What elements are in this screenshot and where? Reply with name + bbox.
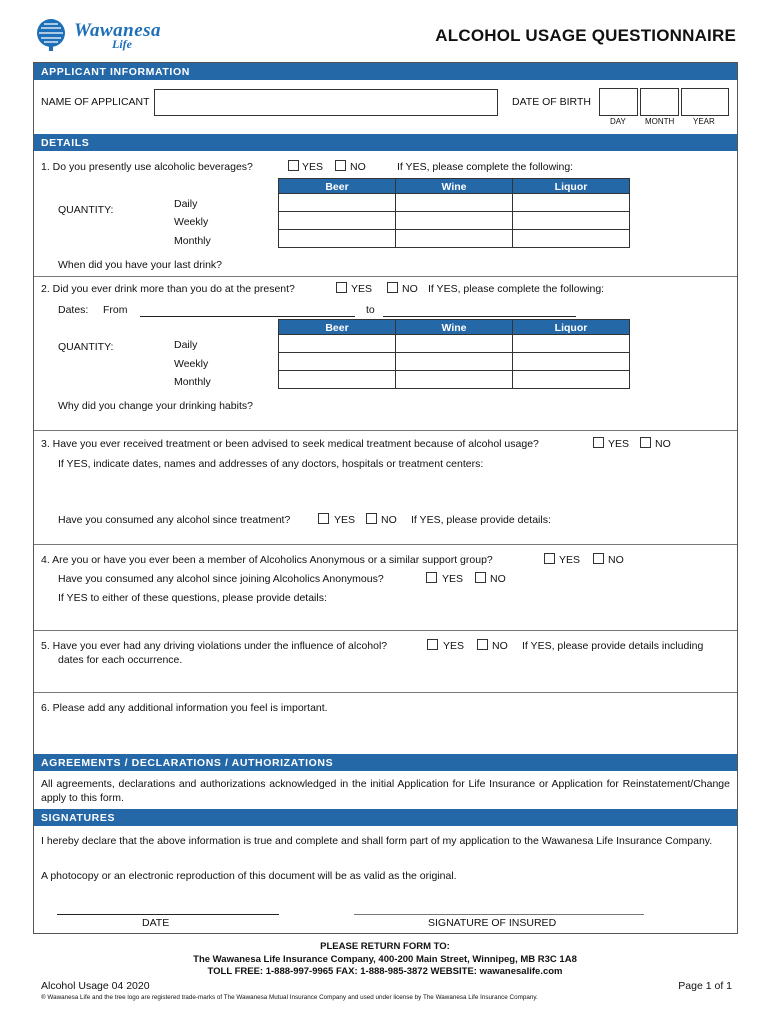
q4-since-yes-checkbox[interactable]: [426, 572, 437, 583]
applicant-section-header: APPLICANT INFORMATION: [34, 63, 737, 80]
logo-name: Wawanesa: [74, 20, 162, 41]
q2-quantity-table: [278, 319, 630, 389]
beer-header: Beer: [279, 320, 396, 335]
yes-label: YES: [608, 438, 630, 450]
trademark-notice: ® Wawanesa Life and the tree logo are registered trade-marks of The Wawanesa Mutual Insurance Company and used under license by The Wawanesa Life Insurance Company.: [41, 994, 538, 1001]
q2-follow-text: If YES, please complete the following:: [428, 283, 605, 295]
q1-weekly-liquor[interactable]: [513, 212, 630, 230]
no-label: NO: [655, 438, 671, 450]
q1-monthly-wine[interactable]: [396, 230, 513, 248]
q1-daily-wine[interactable]: [396, 194, 513, 212]
q4-text: 4. Are you or have you ever been a member of Alcoholics Anonymous or a similar support group?: [41, 554, 493, 566]
monthly-label: Monthly: [174, 376, 211, 388]
q6-text: 6. Please add any additional information you feel is important.: [41, 702, 328, 714]
q4-yes-checkbox[interactable]: [544, 553, 555, 564]
wine-header: Wine: [396, 320, 513, 335]
q1-last-drink-text: When did you have your last drink?: [58, 259, 223, 271]
to-label: to: [366, 304, 375, 316]
daily-label: Daily: [174, 339, 198, 351]
divider: [34, 544, 737, 545]
name-field[interactable]: [154, 89, 498, 116]
q2-why-text: Why did you change your drinking habits?: [58, 400, 253, 412]
q1-monthly-beer[interactable]: [279, 230, 396, 248]
q1-no-checkbox[interactable]: [335, 160, 346, 171]
q2-weekly-beer[interactable]: [279, 353, 396, 371]
return-heading: PLEASE RETURN FORM TO:: [320, 941, 450, 952]
yes-label: YES: [559, 554, 581, 566]
q5-no-checkbox[interactable]: [477, 639, 488, 650]
yes-label: YES: [302, 161, 324, 173]
divider: [34, 692, 737, 693]
dates-label: Dates:: [58, 304, 89, 316]
q3-yes-checkbox[interactable]: [593, 437, 604, 448]
q3-since-yes-checkbox[interactable]: [318, 513, 329, 524]
name-label: NAME OF APPLICANT: [41, 96, 150, 108]
divider: [34, 630, 737, 631]
return-address: The Wawanesa Life Insurance Company, 400-200 Main Street, Winnipeg, MB R3C 1A8: [193, 953, 577, 965]
q1-quantity-table: [278, 178, 630, 248]
signatures-section-header: SIGNATURES: [34, 809, 737, 826]
quantity-label: QUANTITY:: [58, 204, 114, 216]
declaration-text: I hereby declare that the above information is true and complete and shall form part of my application to the Wawanesa Life Insurance Company.: [41, 835, 713, 847]
q3-details-text: If YES, please provide details:: [411, 514, 551, 526]
liquor-header: Liquor: [513, 320, 630, 335]
form-id: Alcohol Usage 04 2020: [41, 980, 150, 992]
yes-label: YES: [442, 573, 464, 585]
q1-yes-checkbox[interactable]: [288, 160, 299, 171]
daily-label: Daily: [174, 198, 198, 210]
wine-header: Wine: [396, 179, 513, 194]
q2-monthly-wine[interactable]: [396, 371, 513, 389]
signature-line[interactable]: [354, 914, 644, 915]
page-number: Page 1 of 1: [678, 980, 732, 992]
return-contact: TOLL FREE: 1-888-997-9965 FAX: 1-888-985-3872 WEBSITE: wawanesalife.com: [207, 966, 563, 977]
beer-header: Beer: [279, 179, 396, 194]
year-label: YEAR: [693, 117, 715, 126]
date-label: DATE: [142, 917, 170, 929]
no-label: NO: [402, 283, 418, 295]
dob-year-field[interactable]: [681, 88, 729, 116]
yes-label: YES: [443, 640, 465, 652]
from-label: From: [103, 304, 128, 316]
q4-details-text: If YES to either of these questions, please provide details:: [58, 592, 327, 604]
q2-monthly-liquor[interactable]: [513, 371, 630, 389]
q1-weekly-beer[interactable]: [279, 212, 396, 230]
to-date-field[interactable]: [383, 316, 576, 317]
date-signature-line[interactable]: [57, 914, 279, 915]
q3-no-checkbox[interactable]: [640, 437, 651, 448]
q2-daily-wine[interactable]: [396, 335, 513, 353]
divider: [34, 430, 737, 431]
q1-monthly-liquor[interactable]: [513, 230, 630, 248]
no-label: NO: [492, 640, 508, 652]
signature-label: SIGNATURE OF INSURED: [428, 917, 557, 929]
dob-month-field[interactable]: [640, 88, 679, 116]
q5-text: 5. Have you ever had any driving violations under the influence of alcohol?: [41, 640, 388, 652]
q2-yes-checkbox[interactable]: [336, 282, 347, 293]
return-address-block: [0, 941, 770, 979]
logo-sub: Life: [112, 37, 132, 51]
monthly-label: Monthly: [174, 235, 211, 247]
liquor-header: Liquor: [513, 179, 630, 194]
q5-details-text-2: dates for each occurrence.: [58, 654, 183, 666]
agreements-section-header: AGREEMENTS / DECLARATIONS / AUTHORIZATIONS: [34, 754, 737, 771]
yes-label: YES: [334, 514, 356, 526]
photocopy-text: A photocopy or an electronic reproduction of this document will be as valid as the original.: [41, 870, 457, 882]
q1-daily-liquor[interactable]: [513, 194, 630, 212]
weekly-label: Weekly: [174, 358, 209, 370]
day-label: DAY: [610, 117, 626, 126]
q2-weekly-wine[interactable]: [396, 353, 513, 371]
q1-weekly-wine[interactable]: [396, 212, 513, 230]
from-date-field[interactable]: [140, 316, 355, 317]
no-label: NO: [608, 554, 624, 566]
wawanesa-logo: [34, 18, 164, 52]
q2-monthly-beer[interactable]: [279, 371, 396, 389]
q4-no-checkbox[interactable]: [593, 553, 604, 564]
q4-since-text: Have you consumed any alcohol since joining Alcoholics Anonymous?: [58, 573, 384, 585]
no-label: NO: [490, 573, 506, 585]
q1-daily-beer[interactable]: [279, 194, 396, 212]
q2-daily-beer[interactable]: [279, 335, 396, 353]
tree-logo-icon: [34, 18, 70, 52]
quantity-label: QUANTITY:: [58, 341, 114, 353]
weekly-label: Weekly: [174, 216, 209, 228]
dob-day-field[interactable]: [599, 88, 638, 116]
agreements-text: All agreements, declarations and authorizations acknowledged in the initial Application for Life Insurance or Application for Reinstatement/Change apply to this form.: [41, 778, 730, 804]
details-section-header: DETAILS: [34, 134, 737, 151]
no-label: NO: [381, 514, 397, 526]
page-title: ALCOHOL USAGE QUESTIONNAIRE: [435, 26, 736, 45]
divider: [34, 276, 737, 277]
q1-text: 1. Do you presently use alcoholic beverages?: [41, 161, 253, 173]
q3-indicate-text: If YES, indicate dates, names and addresses of any doctors, hospitals or treatment centers:: [58, 458, 484, 470]
q2-no-checkbox[interactable]: [387, 282, 398, 293]
q3-since-no-checkbox[interactable]: [366, 513, 377, 524]
q1-follow-text: If YES, please complete the following:: [397, 161, 574, 173]
month-label: MONTH: [645, 117, 675, 126]
yes-label: YES: [351, 283, 373, 295]
q5-yes-checkbox[interactable]: [427, 639, 438, 650]
q3-since-text: Have you consumed any alcohol since treatment?: [58, 514, 291, 526]
q2-weekly-liquor[interactable]: [513, 353, 630, 371]
q3-text: 3. Have you ever received treatment or been advised to seek medical treatment because of alcohol usage?: [41, 438, 539, 450]
q2-daily-liquor[interactable]: [513, 335, 630, 353]
q2-text: 2. Did you ever drink more than you do at the present?: [41, 283, 295, 295]
dob-label: DATE OF BIRTH: [512, 96, 591, 108]
q4-since-no-checkbox[interactable]: [475, 572, 486, 583]
q5-details-text: If YES, please provide details including: [522, 640, 704, 652]
no-label: NO: [350, 161, 366, 173]
